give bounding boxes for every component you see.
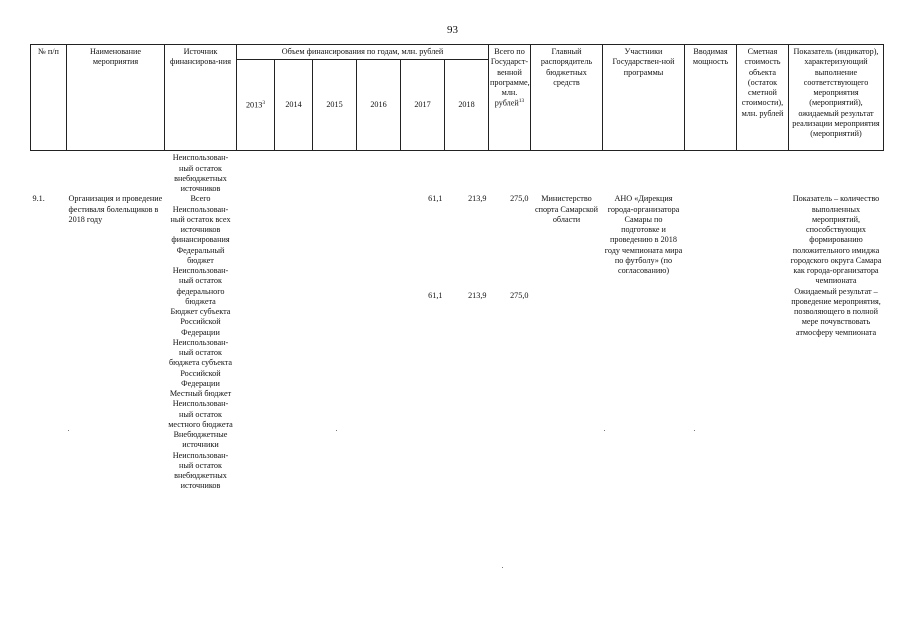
source-carryover-local: Неиспользован-ный остаток местного бюджета bbox=[168, 399, 233, 429]
header-participants: Участники Государствен-ной программы bbox=[603, 45, 685, 151]
scan-speck bbox=[336, 430, 337, 431]
source-federal: Федеральный бюджет bbox=[176, 245, 225, 265]
header-year-2013: 2013$^3$ bbox=[237, 60, 275, 151]
header-funding-group: Объем финансирования по годам, млн. рублей bbox=[237, 45, 489, 60]
scan-speck bbox=[604, 430, 605, 431]
row-capacity bbox=[685, 194, 737, 491]
expected-result-text: Ожидаемый результат – проведение мероприятия, позволяющего в полной мере почувствовать атмосферу чемпионата bbox=[791, 286, 881, 337]
source-carryover-all: Неиспользован-ный остаток всех источников финансирования bbox=[170, 204, 231, 245]
cell-2018 bbox=[445, 194, 489, 491]
source-regional: Бюджет субъекта Российской Федерации bbox=[170, 307, 231, 337]
carryover-row bbox=[31, 151, 884, 195]
source-carryover-federal: Неиспользован-ный остаток федерального бюджета bbox=[172, 266, 229, 306]
header-indicator: Показатель (индикатор), характеризующий выполнение соответствующего мероприятия (мероприятий), ожидаемый результат реализации мероприятия (мероприятий) bbox=[789, 45, 884, 151]
funding-table bbox=[30, 44, 884, 492]
row-indicator bbox=[789, 194, 884, 491]
row-estimated-cost bbox=[737, 194, 789, 491]
value-2017-total: 61,1 bbox=[428, 194, 443, 204]
row-sources bbox=[165, 194, 237, 491]
header-manager: Главный распорядитель бюджетных средств bbox=[531, 45, 603, 151]
indicator-text: Показатель – количество выполненных мероприятий, способствующих формированию положительного имиджа городского округа Самара как города-организатора чемпионата bbox=[790, 194, 882, 286]
header-year-2014: 2014 bbox=[275, 60, 313, 151]
header-year-2015: 2015 bbox=[313, 60, 357, 151]
header-year-2017: 2017 bbox=[401, 60, 445, 151]
value-total-regional: 275,0 bbox=[510, 290, 529, 300]
scan-speck bbox=[694, 430, 695, 431]
cell-2017 bbox=[401, 194, 445, 491]
row-manager: Министерство спорта Самарской области bbox=[534, 194, 599, 224]
scan-speck bbox=[502, 567, 503, 568]
header-name: Наименование мероприятия bbox=[67, 45, 165, 151]
header-source: Источник финансирова-ния bbox=[165, 45, 237, 151]
row-number: 9.1. bbox=[32, 194, 45, 204]
source-carryover-regional: Неиспользован-ный остаток бюджета субъекта Российской Федерации bbox=[168, 337, 233, 388]
value-total-total: 275,0 bbox=[510, 194, 529, 204]
source-extrabudget: Внебюджетные источники bbox=[173, 430, 228, 450]
table-row bbox=[31, 194, 884, 491]
source-local: Местный бюджет bbox=[169, 389, 232, 398]
page-number: 93 bbox=[447, 24, 458, 36]
header-estimated-cost: Сметная стоимость объекта (остаток сметной стоимости), млн. рублей bbox=[737, 45, 789, 151]
value-2018-regional: 213,9 bbox=[468, 290, 487, 300]
header-total: Всего по Государст-венной программе, млн. рублей$^{13}$ bbox=[489, 45, 531, 151]
header-year-2016: 2016 bbox=[357, 60, 401, 151]
source-total: Всего bbox=[190, 194, 211, 204]
row-name: Организация и проведение фестиваля болельщиков в 2018 году bbox=[68, 194, 163, 224]
cell-total bbox=[489, 194, 531, 491]
scan-speck bbox=[68, 430, 69, 431]
carryover-source: Неиспользован-ный остаток внебюджетных источников bbox=[172, 153, 229, 193]
row-participants: АНО «Дирекция города-организатора Самары по подготовке и проведению в 2018 году чемпионата мира по футболу» (по согласованию) bbox=[604, 194, 683, 275]
header-year-2018: 2018 bbox=[445, 60, 489, 151]
header-capacity: Вводимая мощность bbox=[685, 45, 737, 151]
value-2017-regional: 61,1 bbox=[428, 290, 443, 300]
source-carryover-extrabudget: Неиспользован-ный остаток внебюджетных источников bbox=[172, 450, 229, 491]
header-num: № п/п bbox=[31, 45, 67, 151]
value-2018-total: 213,9 bbox=[468, 194, 487, 204]
